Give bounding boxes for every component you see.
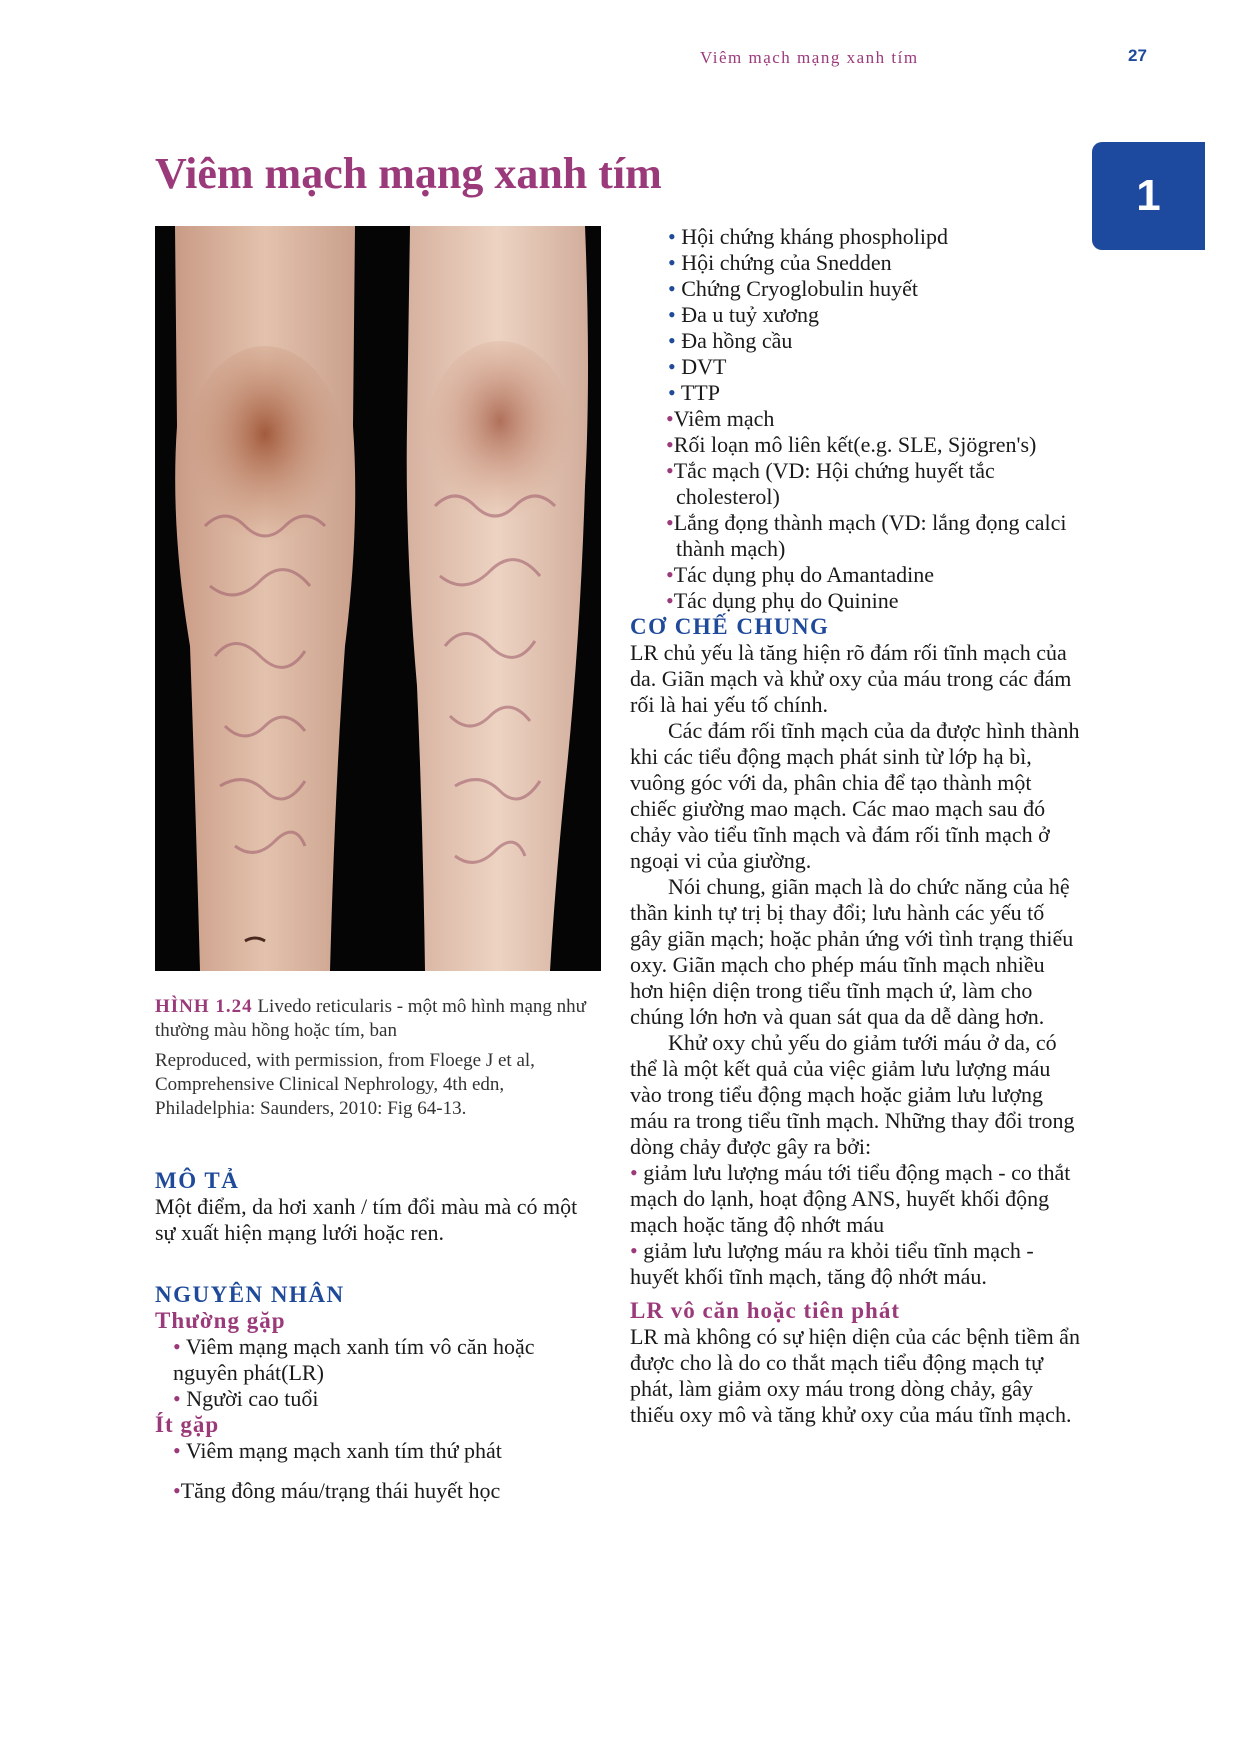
right-column <box>630 224 1080 1428</box>
bullet-icon: • <box>630 1160 644 1185</box>
list-item: • Đa u tuỷ xương <box>668 302 820 327</box>
bullet-icon: • <box>668 224 682 249</box>
cause-list <box>630 406 1080 614</box>
bullet-icon: • <box>173 1438 186 1463</box>
bullet-icon: • <box>668 302 682 327</box>
list-item: • TTP <box>668 380 720 405</box>
list-item: •Viêm mạch <box>666 406 775 431</box>
bullet-icon: • <box>668 328 682 353</box>
mechanism-heading: CƠ CHẾ CHUNG <box>630 614 830 639</box>
list-item: • Đa hồng cầu <box>668 328 793 353</box>
bullet-icon: • <box>173 1386 187 1411</box>
bullet-icon: • <box>668 380 681 405</box>
list-item: • Chứng Cryoglobulin huyết <box>668 276 919 301</box>
list-item: • Viêm mạng mạch xanh tím vô căn hoặc nguyên phát(LR) <box>173 1334 535 1385</box>
list-item: • giảm lưu lượng máu tới tiểu động mạch - co thắt mạch do lạnh, hoạt động ANS, huyết khối động mạch hoặc tăng độ nhớt máu <box>630 1160 1071 1237</box>
mechanism-paragraph: Các đám rối tĩnh mạch của da được hình thành khi các tiểu động mạch phát sinh từ lớp hạ bì, vuông góc với da, phân chia để tạo thành một chiếc giường mao mạch. Các mao mạch sau đó chảy vào tiểu tĩnh mạch và đám rối tĩnh mạch ở ngoại vi của giường. <box>630 718 1080 873</box>
bullet-icon: • <box>666 588 674 613</box>
figure-caption-text: Livedo reticularis - một mô hình mạng như thường màu hồng hoặc tím, ban <box>155 996 586 1041</box>
list-item: • Hội chứng của Snedden <box>668 250 892 275</box>
mechanism-paragraph: Nói chung, giãn mạch là do chức năng của hệ thần kinh tự trị bị thay đổi; lưu hành các yếu tố gây giãn mạch; hoặc phản ứng với tình trạng thiếu oxy. Giãn mạch cho phép máu tĩnh mạch nhiều hơn hiện diện trong tiểu tĩnh mạch ứ, làm cho chúng lớn hơn và quan sát qua da dễ dàng hơn. <box>630 874 1074 1029</box>
list-item: •Tăng đông máu/trạng thái huyết học <box>173 1478 501 1503</box>
uncommon-heading: Ít gặp <box>155 1412 220 1437</box>
idiopathic-text: LR mà không có sự hiện diện của các bệnh tiềm ẩn được cho là do co thắt mạch tiểu động mạch tự phát, làm giảm oxy máu trong dòng chảy, gây thiếu oxy mô và tăng khử oxy của máu tĩnh mạch. <box>630 1324 1080 1427</box>
list-item: • giảm lưu lượng máu ra khỏi tiểu tĩnh mạch - huyết khối tĩnh mạch, tăng độ nhớt máu. <box>630 1238 1034 1289</box>
bullet-icon: • <box>668 250 682 275</box>
page-title: Viêm mạch mạng xanh tím <box>155 149 662 198</box>
bullet-icon: • <box>666 510 674 535</box>
bullet-icon: • <box>173 1334 186 1359</box>
page-number: 27 <box>1128 46 1147 65</box>
list-item: •Tác dụng phụ do Amantadine <box>666 562 934 587</box>
common-heading: Thường gặp <box>155 1308 286 1333</box>
list-item: •Rối loạn mô liên kết(e.g. SLE, Sjögren's) <box>666 432 1037 457</box>
bullet-icon: • <box>666 406 674 431</box>
mechanism-paragraph: LR chủ yếu là tăng hiện rõ đám rối tĩnh mạch của da. Giãn mạch và khử oxy của máu trong các đám rối là hai yếu tố chính. <box>630 640 1072 717</box>
mechanism-paragraph: Khử oxy chủ yếu do giảm tưới máu ở da, có thể là một kết quả của việc giảm lưu lượng máu vào trong tiểu động mạch hoặc giảm lưu lượng máu ra trong tiểu tĩnh mạch. Những thay đổi trong dòng chảy được gây ra bởi: <box>630 1030 1075 1159</box>
bullet-icon: • <box>630 1238 644 1263</box>
sub-list <box>630 224 1080 406</box>
list-item: •Lắng đọng thành mạch (VD: lắng đọng calci thành mạch) <box>666 510 1067 561</box>
causes-heading: NGUYÊN NHÂN <box>155 1282 345 1307</box>
description-text: Một điểm, da hơi xanh / tím đổi màu mà có một sự xuất hiện mạng lưới hoặc ren. <box>155 1194 578 1245</box>
chapter-tab: 1 <box>1092 142 1205 250</box>
bullet-icon: • <box>173 1478 181 1503</box>
list-item: •Tắc mạch (VD: Hội chứng huyết tắc cholesterol) <box>666 458 995 509</box>
running-title: Viêm mạch mạng xanh tím <box>700 48 919 67</box>
left-column <box>155 1168 595 1504</box>
bullet-icon: • <box>668 276 682 301</box>
list-item: • Viêm mạng mạch xanh tím thứ phát <box>173 1438 502 1463</box>
list-item: • DVT <box>668 354 727 379</box>
bullet-icon: • <box>666 432 674 457</box>
bullet-icon: • <box>666 562 674 587</box>
description-heading: MÔ TẢ <box>155 1168 240 1193</box>
idiopathic-heading: LR vô căn hoặc tiên phát <box>630 1298 900 1323</box>
list-item: • Hội chứng kháng phospholipd <box>668 224 948 249</box>
figure-label: HÌNH 1.24 <box>155 996 253 1017</box>
livedo-reticularis-photo <box>155 226 601 971</box>
bullet-icon: • <box>666 458 674 483</box>
figure-credit: Reproduced, with permission, from Floege J et al, Comprehensive Clinical Nephrology, 4th edn, Philadelphia: Saunders, 2010: Fig 64-13. <box>155 1050 535 1119</box>
bullet-icon: • <box>668 354 682 379</box>
list-item: •Tác dụng phụ do Quinine <box>666 588 899 613</box>
list-item: • Người cao tuổi <box>173 1386 319 1411</box>
figure-caption <box>155 995 595 1121</box>
